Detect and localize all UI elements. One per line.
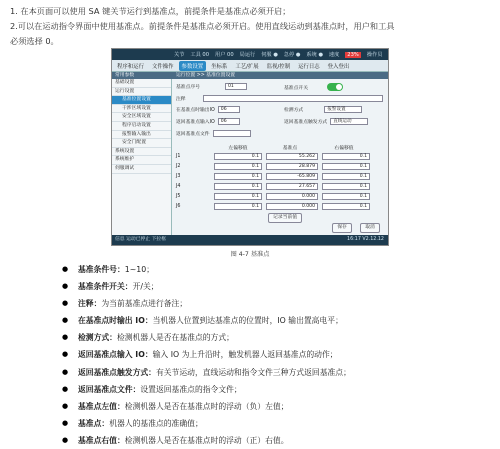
- right-offset-input[interactable]: 0.1: [322, 203, 370, 210]
- desc: 有关节运动，直线运动和指令文件三种方式返回基准点；: [155, 367, 351, 377]
- left-offset-input[interactable]: 0.1: [214, 193, 262, 200]
- topbar-speed-label: 速度: [328, 52, 340, 58]
- desc: 当机器人位置到达基准点的位置时，IO 输出置高电平；: [152, 316, 343, 326]
- sidebar-item-door[interactable]: 安全门配置: [112, 139, 171, 148]
- base-switch-toggle[interactable]: [327, 83, 343, 91]
- base-point-input[interactable]: 27.657: [266, 183, 318, 190]
- menu-process[interactable]: 工艺/扩展: [235, 63, 259, 70]
- trigger-label: 返回基准点触发方式: [284, 120, 328, 125]
- sidebar-item-servo[interactable]: 伺服调试: [112, 165, 171, 174]
- header-right-offset: 右偏移值: [334, 146, 354, 151]
- menu-file[interactable]: 文件操作: [151, 63, 174, 70]
- list-item: [62, 261, 492, 278]
- sidebar-item-run[interactable]: 运行设置: [112, 88, 171, 97]
- term: 基准点左值：: [78, 401, 125, 411]
- right-offset-input[interactable]: 0.1: [322, 163, 370, 170]
- desc: 设置返回基准点的指令文件；: [140, 384, 242, 394]
- status-bar: [112, 235, 388, 245]
- term: 返回基准点文件：: [78, 384, 141, 394]
- term: 基准条件号：: [78, 265, 125, 274]
- term: 在基准点时输出 IO：: [78, 316, 153, 326]
- list-item: [62, 329, 492, 346]
- left-offset-input[interactable]: 0.1: [214, 163, 262, 170]
- status-topbar: [112, 49, 388, 60]
- desc: 检测机器人是否在基准点时的浮动（负）左值；: [124, 401, 289, 411]
- topbar-estop: 急停 ●: [283, 52, 301, 58]
- subbar-left: 常用参数: [115, 73, 135, 78]
- in-io-select[interactable]: 06: [218, 118, 240, 125]
- base-point-input[interactable]: 28.879: [266, 163, 318, 170]
- axis-label: J6: [176, 204, 181, 209]
- check-select[interactable]: 报警设置: [324, 106, 362, 113]
- left-offset-input[interactable]: 0.1: [214, 183, 262, 190]
- index-label: 基准点序号: [176, 85, 200, 90]
- list-item: [62, 432, 492, 449]
- desc: 输入 IO 为上升沿时，触发机器人返回基准点的动作；: [152, 350, 338, 360]
- left-offset-input[interactable]: 0.1: [214, 173, 262, 180]
- topbar-user: 用户 00: [215, 52, 234, 58]
- cancel-button[interactable]: 取消: [360, 223, 380, 233]
- desc: 检测机器人是否在基准点的方式；: [116, 333, 234, 343]
- intro-line-1: 1. 在本页面可以使用 SA 键关节运行到基准点，前提条件是基准点必须开启；: [10, 6, 291, 16]
- left-offset-input[interactable]: 0.1: [214, 153, 262, 160]
- settings-panel: [174, 81, 388, 236]
- menu-coord[interactable]: 坐标系: [211, 63, 228, 70]
- note-label: 注释: [176, 97, 186, 102]
- list-item: [62, 346, 492, 363]
- status-right: 16:17 V2.12.12: [347, 237, 384, 242]
- sidebar-item-base-point[interactable]: 基准位置设置: [112, 96, 171, 105]
- sidebar-item-basic[interactable]: 基础设置: [112, 79, 171, 88]
- term: 注释：: [78, 299, 102, 309]
- header-left-offset: 左偏移值: [228, 146, 248, 151]
- term: 基准条件开关：: [78, 282, 133, 292]
- axis-label: J2: [176, 164, 181, 169]
- table-row: [176, 153, 370, 160]
- left-offset-input[interactable]: 0.1: [214, 203, 262, 210]
- right-offset-input[interactable]: 0.1: [322, 173, 370, 180]
- base-point-input[interactable]: -65.809: [266, 173, 318, 180]
- in-io-label: 返回基准点输入IO: [176, 120, 215, 125]
- right-offset-input[interactable]: 0.1: [322, 193, 370, 200]
- base-point-input[interactable]: 55.262: [266, 153, 318, 160]
- index-select[interactable]: 01: [225, 83, 247, 90]
- breadcrumb: [112, 72, 388, 79]
- right-offset-input[interactable]: 0.1: [322, 183, 370, 190]
- sidebar-item-alarm-io[interactable]: 报警输入输出: [112, 131, 171, 140]
- sidebar-item-system[interactable]: 系统设置: [112, 148, 171, 157]
- term: 基准点右值：: [78, 435, 125, 445]
- header-base-point: 基准点: [282, 146, 298, 151]
- menu-monitor[interactable]: 监视/控制: [266, 63, 291, 70]
- controller-screenshot: [111, 48, 389, 246]
- sidebar-item-interference[interactable]: 干涉区域设置: [112, 105, 171, 114]
- menu-program[interactable]: 程序和运行: [117, 63, 144, 70]
- desc: 为当前基准点进行备注；: [101, 299, 188, 309]
- list-item: [62, 278, 492, 295]
- list-item: [62, 398, 492, 415]
- axis-label: J3: [176, 174, 181, 179]
- list-item: [62, 381, 492, 398]
- trigger-select[interactable]: 直线运动: [330, 118, 368, 125]
- topbar-joint: 关节: [174, 52, 185, 58]
- right-offset-input[interactable]: 0.1: [322, 153, 370, 160]
- table-row: [176, 183, 370, 190]
- file-label: 返回基准点文件: [176, 132, 210, 137]
- base-point-input[interactable]: 0.000: [266, 193, 318, 200]
- intro-line-3: 必须选择 0。: [10, 36, 59, 46]
- intro-line-2: 2.可以在运动指令界面中使用基准点。前提条件是基准点必须开启。使用直线运动到基准点时，用户和工具: [10, 21, 395, 31]
- out-io-select[interactable]: 06: [218, 106, 240, 113]
- sidebar-item-safety[interactable]: 安全区域设置: [112, 113, 171, 122]
- desc: 机器人的基准点的准确值；: [109, 418, 203, 428]
- term: 返回基准点输入 IO：: [78, 350, 153, 360]
- topbar-run: 局运行: [239, 52, 256, 58]
- check-label: 检测方式: [284, 108, 304, 113]
- table-row: [176, 193, 370, 200]
- definition-list: [62, 261, 492, 449]
- axis-label: J5: [176, 194, 181, 199]
- menu-log[interactable]: 运行日志: [298, 63, 320, 70]
- note-input[interactable]: [203, 95, 383, 102]
- table-row: [176, 163, 370, 170]
- desc: 开/关；: [132, 282, 159, 292]
- record-current-button[interactable]: 记录当前值: [268, 213, 302, 223]
- axis-label: J1: [176, 154, 181, 159]
- desc: 检测机器人是否在基准点时的浮动（正）右值。: [124, 435, 289, 445]
- term: 检测方式：: [78, 333, 117, 343]
- axis-label: J4: [176, 184, 181, 189]
- sidebar: [112, 79, 172, 237]
- topbar-speed-value: 23%: [347, 51, 359, 58]
- term: 返回基准点触发方式：: [78, 367, 156, 377]
- out-io-label: 在基准点时输出IO: [176, 108, 215, 113]
- topbar-operator: 操作员: [366, 52, 383, 58]
- status-left: 信息 运动已停止 下拉框: [115, 237, 167, 242]
- desc: 1~10；: [124, 265, 154, 274]
- intro-text: [10, 4, 490, 49]
- list-item: [62, 295, 492, 312]
- topbar-system: 系统 ●: [306, 52, 323, 58]
- table-row: [176, 173, 370, 180]
- save-button[interactable]: 保存: [332, 223, 352, 233]
- list-item: [62, 415, 492, 432]
- term: 基准点：: [78, 418, 110, 428]
- topbar-servo: 伺服 ●: [261, 52, 278, 58]
- sidebar-item-maintenance[interactable]: 系统维护: [112, 156, 171, 165]
- list-item: [62, 312, 492, 329]
- menu-params[interactable]: 参数设置: [179, 61, 207, 71]
- subbar-right: 运行位置 >> 基准位置设置: [176, 73, 236, 78]
- figure-caption: 图 4-7 基准点: [230, 251, 270, 258]
- file-select[interactable]: [213, 130, 251, 137]
- list-item: [62, 364, 492, 381]
- topbar-tool: 工具 00: [190, 52, 210, 58]
- main-menu: [112, 60, 388, 72]
- switch-label: 基准点开关: [284, 85, 308, 91]
- base-point-input[interactable]: 0.000: [266, 203, 318, 210]
- sidebar-item-startup[interactable]: 程序启动设置: [112, 122, 171, 131]
- menu-login[interactable]: 登入登出: [327, 63, 350, 70]
- table-row: [176, 203, 370, 210]
